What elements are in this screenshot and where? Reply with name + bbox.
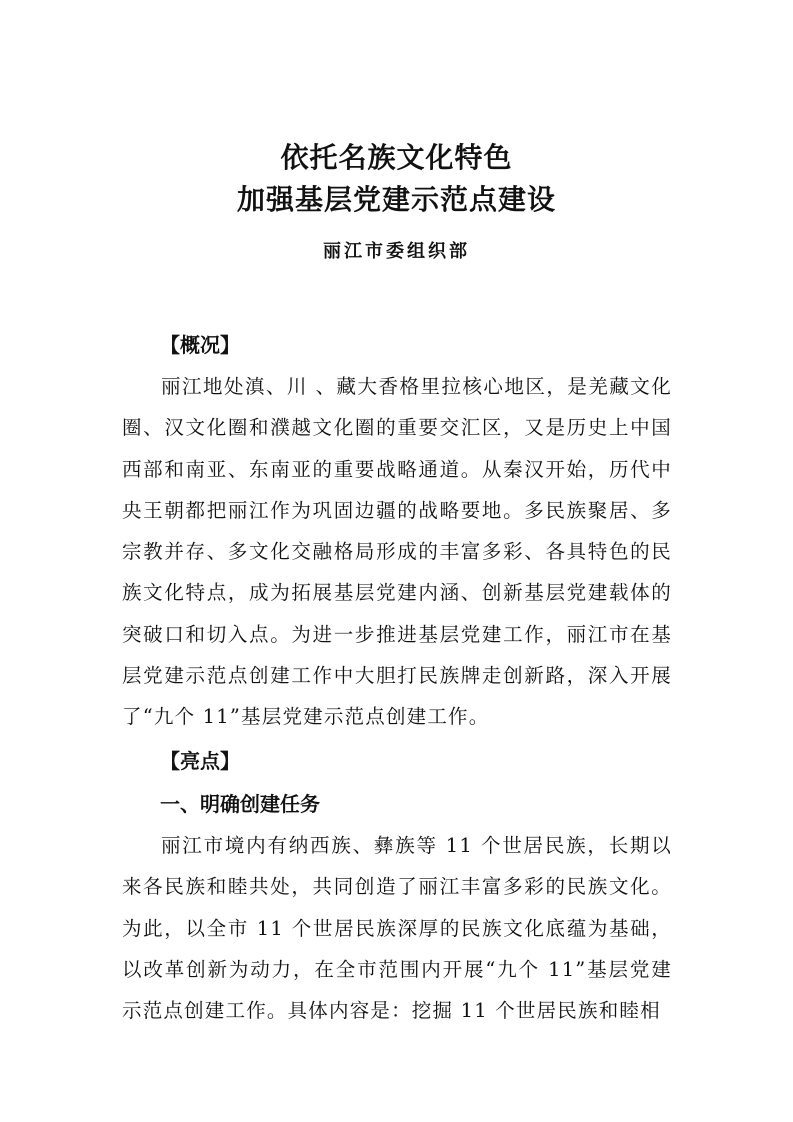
- document-title-line-2: 加强基层党建示范点建设: [236, 183, 556, 216]
- overview-paragraph: 丽江地处滇、川 、藏大香格里拉核心地区，是羌藏文化圈、汉文化圈和濮越文化圈的重要交汇区，又是历史上中国西部和南亚、东南亚的重要战略通道。从秦汉开始，历代中央王朝都把丽江作为巩固边疆的战略要地。多民族聚居、多宗教并存、多文化交融格局形成的丰富多彩、各具特色的民族文化特点，成为拓展基层党建内涵、创新基层党建载体的突破口和切入点。为进一步推进基层党建工作，丽江市在基层党建示范点创建工作中大胆打民族牌走创新路，深入开展了“九个 11”基层党建示范点创建工作。: [122, 375, 672, 729]
- document-author: 丽江市委组织部: [323, 241, 470, 262]
- document-title-line-1: 依托名族文化特色: [280, 141, 513, 174]
- highlights-paragraph: 丽江市境内有纳西族、彝族等 11 个世居民族，长期以来各民族和睦共处，共同创造了丽江丰富多彩的民族文化。为此，以全市 11 个世居民族深厚的民族文化底蕴为基础，以改革创新为动力，在全市范围内开展“九个 11”基层党建示范点创建工作。具体内容是：挖掘 11 个世居民族和睦相: [122, 834, 672, 1023]
- highlights-heading: 【亮点】: [160, 749, 240, 773]
- highlights-subheading-1: 一、明确创建任务: [160, 792, 320, 816]
- overview-heading: 【概况】: [160, 333, 240, 357]
